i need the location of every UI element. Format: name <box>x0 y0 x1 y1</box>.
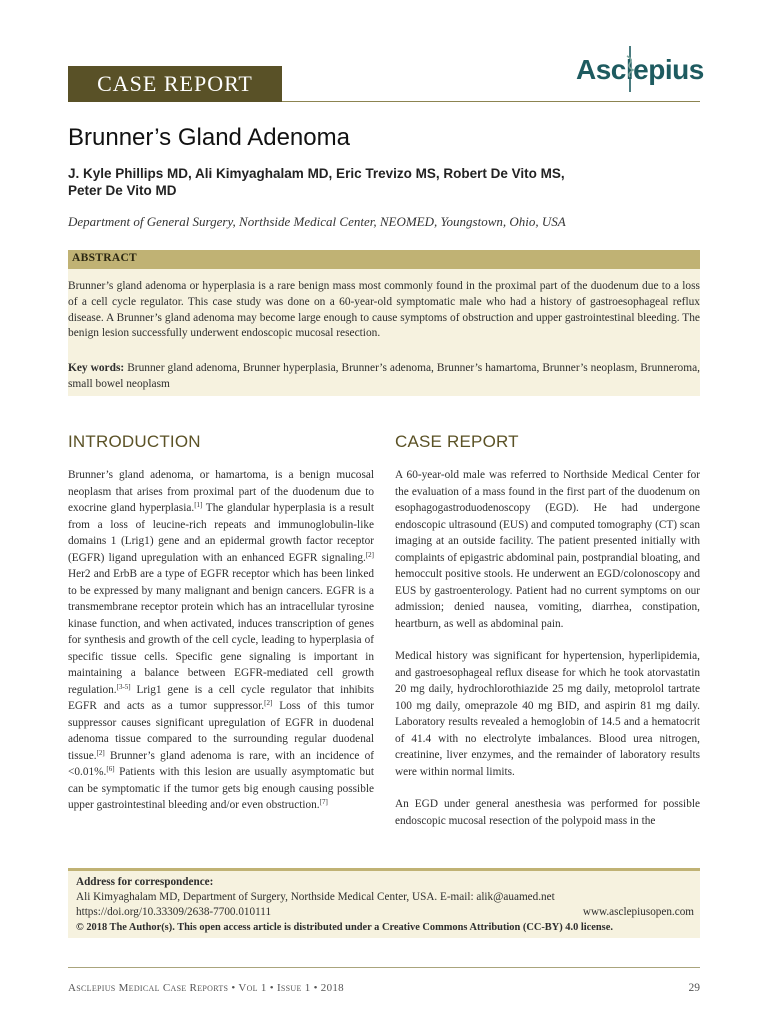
footer-rule <box>68 967 700 968</box>
intro-sentence: Brunner’s gland adenoma, or hamartoma, is a benign mucosal neoplasm that arises from proximal part of the duodenum due to exocrine gland hyperplasia. <box>68 469 374 514</box>
intro-sentence: Patients with this lesion are usually asymptomatic but can be symptomatic if the tumor gets big enough causing possible upper gastrointestinal bleeding and/or even obstruction. <box>68 766 374 811</box>
authors-line-1: J. Kyle Phillips MD, Ali Kimyaghalam MD, Eric Trevizo MS, Robert De Vito MS, <box>68 166 565 181</box>
intro-sentence: Her2 and ErbB are a type of EGFR receptor which has been linked to be expressed by many malignant and benign cancers. EGFR is a transmembrane receptor protein which has an intracellular tyrosine kinase function, and when activated, induces transcription of genes for synthesis and growth of the cell cycle, leading to hyperplasia of specific tissue cells. Specific gene signaling is important in maintaining a balance between EGFR-mediated cell growth regulation. <box>68 568 374 696</box>
case-paragraph-1: A 60-year-old male was referred to Northside Medical Center for the evaluation of a mass found in the first part of the duodenum on esophagogastroduodenoscopy (EGD). He had undergone endoscopic ultrasound (EUS) and computed tomography (CT) scan imaging at an outside facility. The patient presented initially with complaints of epigastric abdominal pain, postprandial bloating, and hemoccult positive stools. He underwent an EGD/colonoscopy and EUS by gastroenterology. Patient had no current symptoms on our admission; denied nausea, vomiting, diarrhea, constipation, heartburn, as well as abdominal pain. <box>395 469 700 630</box>
citation-ref[interactable]: [6] <box>106 765 115 773</box>
author-list <box>68 165 708 199</box>
correspondence-box <box>68 868 700 938</box>
case-report-body <box>395 467 700 845</box>
case-report-heading: CASE REPORT <box>395 432 519 451</box>
keywords-label: Key words: <box>68 362 125 374</box>
citation-ref[interactable]: [2] <box>365 550 374 559</box>
correspondence-address[interactable]: Ali Kimyaghalam MD, Department of Surgery, Northside Medical Center, USA. E-mail: alik@auamed.net <box>76 891 555 903</box>
citation-ref[interactable]: [1] <box>194 501 203 509</box>
abstract-heading: ABSTRACT <box>72 252 138 264</box>
correspondence-label: Address for correspondence: <box>76 876 214 888</box>
website-link[interactable]: www.asclepiusopen.com <box>582 906 694 918</box>
banner-rule <box>282 101 700 102</box>
license-notice: © 2018 The Author(s). This open access article is distributed under a Creative Commons Attribution (CC-BY) 4.0 license. <box>76 922 613 933</box>
article-title: Brunner’s Gland Adenoma <box>68 124 350 151</box>
case-paragraph-3: An EGD under general anesthesia was performed for possible endoscopic mucosal resection of the polypoid mass in the <box>395 798 700 827</box>
logo-text: Asclepius <box>576 54 704 85</box>
intro-sentence: Lrig1 gene is a cell cycle regulator that inhibits EGFR and acts as a tumor suppressor. <box>68 683 374 712</box>
keywords-text: Brunner gland adenoma, Brunner hyperplasia, Brunner’s adenoma, Brunner’s hamartoma, Brunner’s neoplasm, Brunneroma, small bowel neoplasm <box>68 362 700 390</box>
staff-of-asclepius-icon <box>625 46 635 92</box>
intro-sentence: The glandular hyperplasia is a result from a loss of leucine-rich repeats and immunoglobulin-like domains 1 (Lrig1) gene and an epidermal growth factor receptor (EGFR) ligand upregulation with an enhanced EGFR signaling. <box>68 502 375 564</box>
abstract-text: Brunner’s gland adenoma or hyperplasia is a rare benign mass most commonly found in the proximal part of the duodenum due to a loss of a cell cycle regulator. This case study was done on a 60-year-old symptomatic male who had a history of gastroesophageal reflux disease. A Brunner’s gland adenoma may become large enough to cause symptoms of obstruction and upper gastrointestinal bleeding. The benign lesion successfully underwent endoscopic mucosal resection. <box>68 280 700 340</box>
authors-line-2: Peter De Vito MD <box>68 183 177 198</box>
abstract-heading-bar <box>68 250 700 269</box>
case-report-banner <box>68 66 282 102</box>
citation-ref[interactable]: [3-5] <box>116 682 131 691</box>
case-paragraph-2: Medical history was significant for hypertension, hyperlipidemia, and gastroesophageal reflux disease for which he took atorvastatin 20 mg daily, hydrochlorothiazide 25 mg daily, metoprolol tartrate 100 mg daily, omeprazole 40 mg BID, and aspirin 81 mg daily. Laboratory results revealed a hemoglobin of 14.5 and a hematocrit of 41.4 with no electrolyte imbalances. Blood urea nitrogen, creatinine, liver enzymes, and the remainder of laboratory results were within normal limits. <box>395 650 700 778</box>
keywords <box>68 361 700 393</box>
citation-ref[interactable]: [2] <box>264 699 273 707</box>
introduction-heading: INTRODUCTION <box>68 432 201 451</box>
case-report-banner-text: CASE REPORT <box>97 71 253 96</box>
asclepius-logo[interactable] <box>576 46 706 92</box>
citation-ref[interactable]: [7] <box>319 798 328 806</box>
citation-ref[interactable]: [2] <box>96 748 105 757</box>
page-number: 29 <box>688 982 700 994</box>
doi-link[interactable]: https://doi.org/10.33309/2638-7700.010111 <box>76 906 272 918</box>
affiliation: Department of General Surgery, Northside Medical Center, NEOMED, Youngstown, Ohio, USA <box>68 214 566 229</box>
intro-sentence: Loss of this tumor suppressor causes significant upregulation of EGFR in duodenal adenoma tissue compared to the surrounding regular duodenal tissue. <box>68 700 374 762</box>
journal-footer: Asclepius Medical Case Reports • Vol 1 • Issue 1 • 2018 <box>68 982 344 994</box>
intro-sentence: Brunner’s gland adenoma is rare, with an incidence of <0.01%. <box>68 749 374 778</box>
introduction-body <box>68 467 374 814</box>
